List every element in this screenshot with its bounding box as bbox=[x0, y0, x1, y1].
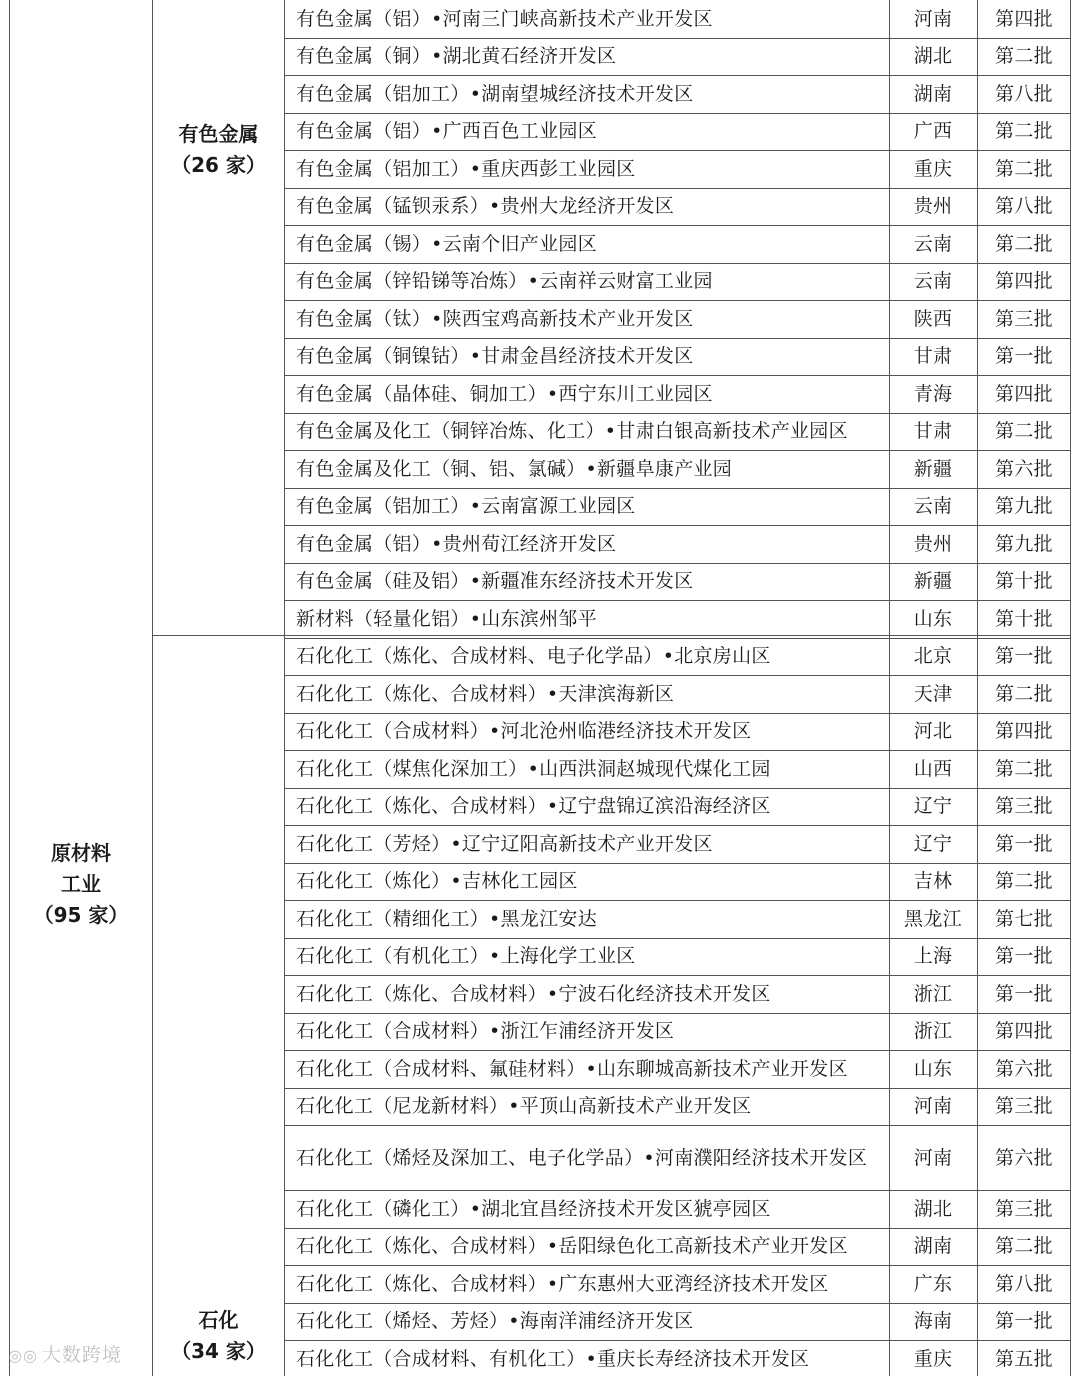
batch-cell: 第二批 bbox=[995, 157, 1053, 180]
zone-cell: 石化化工（合成材料、氟硅材料）•山东聊城高新技术产业开发区 bbox=[296, 1057, 848, 1080]
watermark-text: 大数跨境 bbox=[41, 1344, 122, 1366]
row-divider bbox=[284, 338, 1070, 339]
zone-cell: 有色金属（铜）•湖北黄石经济开发区 bbox=[296, 45, 617, 68]
row-divider bbox=[284, 450, 1070, 451]
batch-cell: 第二批 bbox=[995, 420, 1053, 443]
row-divider bbox=[284, 225, 1070, 226]
batch-cell: 第四批 bbox=[995, 270, 1053, 293]
row-divider bbox=[284, 188, 1070, 189]
sector-label bbox=[10, 838, 152, 931]
province-cell: 贵州 bbox=[913, 195, 953, 218]
weibo-logo-icon: ◎◎ bbox=[8, 1346, 38, 1365]
row-divider bbox=[284, 413, 1070, 414]
watermark bbox=[8, 1340, 122, 1367]
batch-cell: 第六批 bbox=[995, 457, 1053, 480]
row-divider bbox=[284, 263, 1070, 264]
province-cell: 云南 bbox=[913, 232, 953, 255]
row-divider bbox=[284, 375, 1070, 376]
province-cell: 辽宁 bbox=[913, 832, 953, 855]
zone-cell: 石化化工（煤焦化深加工）•山西洪洞赵城现代煤化工园 bbox=[296, 757, 771, 780]
row-divider bbox=[284, 825, 1070, 826]
row-divider bbox=[284, 750, 1070, 751]
province-cell: 湖南 bbox=[913, 1235, 953, 1258]
row-divider bbox=[284, 600, 1070, 601]
row-divider bbox=[284, 75, 1070, 76]
batch-cell: 第四批 bbox=[995, 1020, 1053, 1043]
province-cell: 重庆 bbox=[913, 1347, 953, 1370]
table-border-right bbox=[1070, 0, 1071, 1376]
batch-cell: 第二批 bbox=[995, 870, 1053, 893]
zone-cell: 石化化工（合成材料）•浙江乍浦经济开发区 bbox=[296, 1020, 675, 1043]
batch-cell: 第一批 bbox=[995, 345, 1053, 368]
zone-cell: 有色金属（晶体硅、铜加工）•西宁东川工业园区 bbox=[296, 382, 713, 405]
zone-cell: 有色金属及化工（铜锌冶炼、化工）•甘肃白银高新技术产业园区 bbox=[296, 420, 848, 443]
province-cell: 河南 bbox=[913, 1095, 953, 1118]
zone-cell: 石化化工（芳烃）•辽宁辽阳高新技术产业开发区 bbox=[296, 832, 713, 855]
batch-cell: 第七批 bbox=[995, 907, 1053, 930]
zone-cell: 石化化工（烯烃、芳烃）•海南洋浦经济开发区 bbox=[296, 1310, 694, 1333]
batch-cell: 第八批 bbox=[995, 195, 1053, 218]
province-cell: 云南 bbox=[913, 495, 953, 518]
province-cell: 上海 bbox=[913, 945, 953, 968]
province-cell: 山西 bbox=[913, 757, 953, 780]
sector-name-line2: 工业 bbox=[61, 872, 101, 896]
row-divider bbox=[284, 300, 1070, 301]
row-divider bbox=[284, 1190, 1070, 1191]
province-cell: 河北 bbox=[913, 720, 953, 743]
row-divider bbox=[284, 1340, 1070, 1341]
group-name: 有色金属 bbox=[178, 122, 259, 146]
province-cell: 北京 bbox=[913, 645, 953, 668]
table-border-left bbox=[9, 0, 10, 1376]
batch-cell: 第八批 bbox=[995, 1272, 1053, 1295]
row-divider bbox=[284, 675, 1070, 676]
batch-cell: 第六批 bbox=[995, 1057, 1053, 1080]
batch-cell: 第二批 bbox=[995, 682, 1053, 705]
row-divider bbox=[284, 563, 1070, 564]
province-cell: 吉林 bbox=[913, 870, 953, 893]
province-cell: 重庆 bbox=[913, 157, 953, 180]
province-cell: 湖南 bbox=[913, 82, 953, 105]
province-cell: 湖北 bbox=[913, 45, 953, 68]
row-divider bbox=[284, 1050, 1070, 1051]
province-cell: 青海 bbox=[913, 382, 953, 405]
batch-cell: 第九批 bbox=[995, 495, 1053, 518]
row-divider bbox=[284, 863, 1070, 864]
group-label-petrochemical bbox=[153, 1305, 284, 1367]
zone-cell: 有色金属（硅及铝）•新疆准东经济技术开发区 bbox=[296, 570, 694, 593]
zone-cell: 石化化工（炼化、合成材料）•天津滨海新区 bbox=[296, 682, 675, 705]
zone-cell: 石化化工（炼化、合成材料、电子化学品）•北京房山区 bbox=[296, 645, 771, 668]
province-cell: 新疆 bbox=[913, 570, 953, 593]
row-divider bbox=[284, 788, 1070, 789]
zone-cell: 有色金属（钛）•陕西宝鸡高新技术产业开发区 bbox=[296, 307, 694, 330]
zone-cell: 有色金属（铝加工）•云南富源工业园区 bbox=[296, 495, 636, 518]
zone-cell: 有色金属（锌铅锑等冶炼）•云南祥云财富工业园 bbox=[296, 270, 713, 293]
zone-cell: 有色金属（铜镍钴）•甘肃金昌经济技术开发区 bbox=[296, 345, 694, 368]
batch-cell: 第一批 bbox=[995, 1310, 1053, 1333]
zone-cell: 新材料（轻量化铝）•山东滨州邹平 bbox=[296, 607, 598, 630]
batch-cell: 第三批 bbox=[995, 1095, 1053, 1118]
province-cell: 甘肃 bbox=[913, 345, 953, 368]
row-divider bbox=[284, 1265, 1070, 1266]
batch-cell: 第八批 bbox=[995, 82, 1053, 105]
batch-cell: 第五批 bbox=[995, 1347, 1053, 1370]
province-cell: 云南 bbox=[913, 270, 953, 293]
province-cell: 辽宁 bbox=[913, 795, 953, 818]
zone-cell: 石化化工（合成材料、有机化工）•重庆长寿经济技术开发区 bbox=[296, 1347, 810, 1370]
batch-cell: 第二批 bbox=[995, 232, 1053, 255]
batch-cell: 第九批 bbox=[995, 532, 1053, 555]
province-cell: 新疆 bbox=[913, 457, 953, 480]
row-divider bbox=[284, 525, 1070, 526]
province-cell: 甘肃 bbox=[913, 420, 953, 443]
zone-cell: 有色金属（铝）•贵州荀江经济开发区 bbox=[296, 532, 617, 555]
province-cell: 广西 bbox=[913, 120, 953, 143]
province-cell: 陕西 bbox=[913, 307, 953, 330]
row-divider bbox=[284, 1228, 1070, 1229]
batch-cell: 第一批 bbox=[995, 645, 1053, 668]
row-divider bbox=[284, 638, 1070, 639]
batch-cell: 第四批 bbox=[995, 7, 1053, 30]
province-cell: 山东 bbox=[913, 1057, 953, 1080]
batch-cell: 第六批 bbox=[995, 1146, 1053, 1169]
province-cell: 贵州 bbox=[913, 532, 953, 555]
row-divider bbox=[284, 1125, 1070, 1126]
zone-cell: 石化化工（烯烃及深加工、电子化学品）•河南濮阳经济技术开发区 bbox=[296, 1146, 868, 1169]
row-divider bbox=[284, 113, 1070, 114]
row-divider bbox=[284, 1088, 1070, 1089]
sector-name-line1: 原材料 bbox=[51, 841, 111, 865]
row-divider bbox=[284, 713, 1070, 714]
province-cell: 湖北 bbox=[913, 1197, 953, 1220]
batch-cell: 第三批 bbox=[995, 795, 1053, 818]
zone-cell: 石化化工（磷化工）•湖北宜昌经济技术开发区猇亭园区 bbox=[296, 1197, 771, 1220]
province-cell: 海南 bbox=[913, 1310, 953, 1333]
batch-cell: 第二批 bbox=[995, 45, 1053, 68]
batch-cell: 第四批 bbox=[995, 382, 1053, 405]
zone-cell: 石化化工（尼龙新材料）•平顶山高新技术产业开发区 bbox=[296, 1095, 752, 1118]
zone-cell: 石化化工（炼化、合成材料）•辽宁盘锦辽滨沿海经济区 bbox=[296, 795, 771, 818]
group-label-nonferrous bbox=[153, 119, 284, 181]
batch-cell: 第四批 bbox=[995, 720, 1053, 743]
zone-cell: 石化化工（精细化工）•黑龙江安达 bbox=[296, 907, 598, 930]
row-divider bbox=[284, 975, 1070, 976]
batch-cell: 第十批 bbox=[995, 607, 1053, 630]
batch-cell: 第一批 bbox=[995, 945, 1053, 968]
province-cell: 浙江 bbox=[913, 1020, 953, 1043]
province-cell: 山东 bbox=[913, 607, 953, 630]
batch-cell: 第二批 bbox=[995, 757, 1053, 780]
province-cell: 广东 bbox=[913, 1272, 953, 1295]
zone-cell: 有色金属（锡）•云南个旧产业园区 bbox=[296, 232, 598, 255]
zone-cell: 有色金属及化工（铜、铝、氯碱）•新疆阜康产业园 bbox=[296, 457, 733, 480]
row-divider bbox=[284, 1303, 1070, 1304]
zone-cell: 石化化工（有机化工）•上海化学工业区 bbox=[296, 945, 636, 968]
group-count: （26 家） bbox=[171, 153, 266, 177]
zone-cell: 有色金属（铝）•河南三门峡高新技术产业开发区 bbox=[296, 7, 713, 30]
province-cell: 河南 bbox=[913, 7, 953, 30]
province-cell: 河南 bbox=[913, 1146, 953, 1169]
zone-cell: 有色金属（铝）•广西百色工业园区 bbox=[296, 120, 598, 143]
zone-cell: 石化化工（合成材料）•河北沧州临港经济技术开发区 bbox=[296, 720, 752, 743]
zone-cell: 石化化工（炼化）•吉林化工园区 bbox=[296, 870, 578, 893]
batch-cell: 第三批 bbox=[995, 307, 1053, 330]
batch-cell: 第十批 bbox=[995, 570, 1053, 593]
group-count: （34 家） bbox=[171, 1339, 266, 1363]
row-divider bbox=[284, 900, 1070, 901]
row-divider bbox=[284, 38, 1070, 39]
batch-cell: 第一批 bbox=[995, 832, 1053, 855]
zone-cell: 石化化工（炼化、合成材料）•广东惠州大亚湾经济技术开发区 bbox=[296, 1272, 829, 1295]
zone-cell: 有色金属（铝加工）•重庆西彭工业园区 bbox=[296, 157, 636, 180]
row-divider bbox=[284, 1013, 1070, 1014]
batch-cell: 第一批 bbox=[995, 982, 1053, 1005]
row-divider bbox=[284, 150, 1070, 151]
zone-cell: 有色金属（铝加工）•湖南望城经济技术开发区 bbox=[296, 82, 694, 105]
row-divider bbox=[284, 488, 1070, 489]
zone-cell: 石化化工（炼化、合成材料）•宁波石化经济技术开发区 bbox=[296, 982, 771, 1005]
batch-cell: 第三批 bbox=[995, 1197, 1053, 1220]
row-divider bbox=[284, 938, 1070, 939]
province-cell: 黑龙江 bbox=[904, 907, 962, 930]
batch-cell: 第二批 bbox=[995, 1235, 1053, 1258]
group-name: 石化 bbox=[198, 1308, 239, 1332]
province-cell: 浙江 bbox=[913, 982, 953, 1005]
group-column-divider bbox=[284, 0, 285, 1376]
sector-count: （95 家） bbox=[33, 903, 129, 927]
zone-cell: 石化化工（炼化、合成材料）•岳阳绿色化工高新技术产业开发区 bbox=[296, 1235, 848, 1258]
batch-cell: 第二批 bbox=[995, 120, 1053, 143]
province-cell: 天津 bbox=[913, 682, 953, 705]
sector-column-divider bbox=[152, 0, 153, 1376]
zone-cell: 有色金属（锰钡汞系）•贵州大龙经济开发区 bbox=[296, 195, 675, 218]
